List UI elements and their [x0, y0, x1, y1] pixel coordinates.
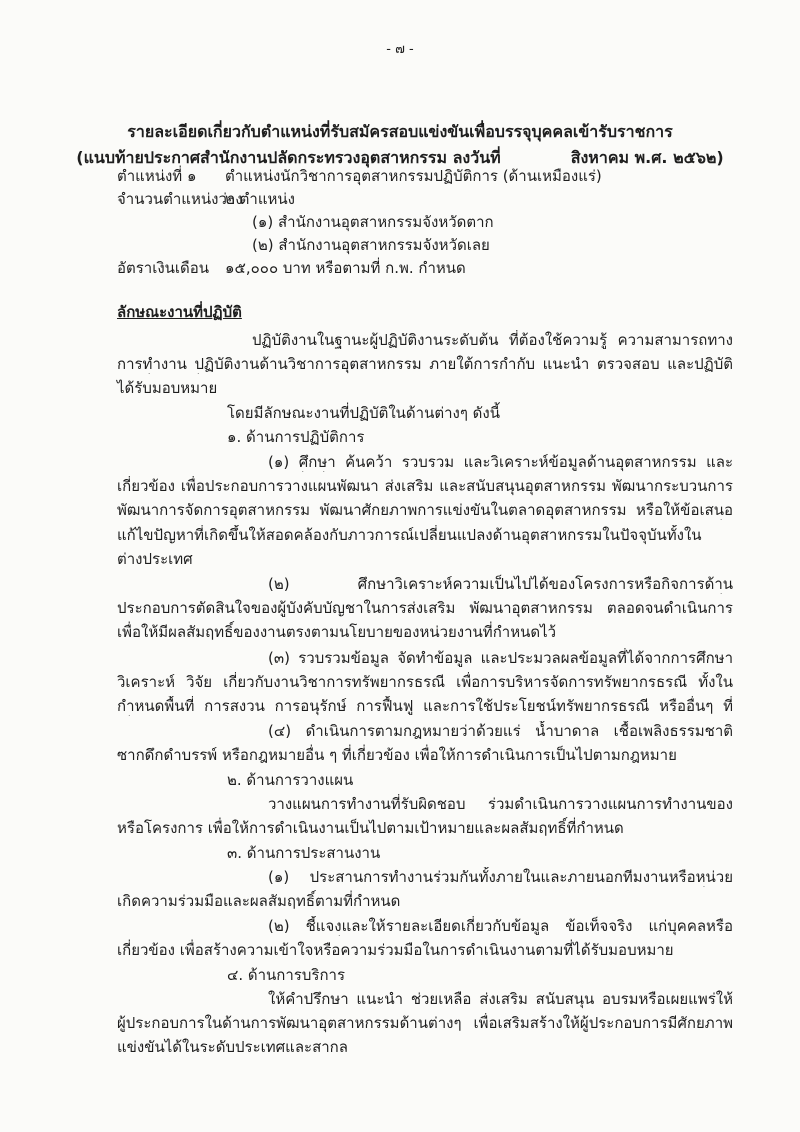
vacancy-label: จำนวนตำแหน่งว่าง — [117, 190, 243, 208]
location-item: (๒) สำนักงานอุตสาหกรรมจังหวัดเลย — [252, 236, 490, 254]
text-line: วิเคราะห์ วิจัย เกี่ยวกับงานวิชาการทรัพยากรธรณี เพื่อการบริหารจัดการทรัพยากรธรณี ทั้งใน — [117, 673, 733, 691]
vacancy-value: ๒ ตำแหน่ง — [225, 190, 295, 208]
subsection-heading: ๓. ด้านการประสานงาน — [227, 844, 381, 862]
text-line: เกี่ยวข้อง เพื่อประกอบการวางแผนพัฒนา ส่งเสริม และสนับสนุนอุตสาหกรรม พัฒนากระบวนการ — [117, 477, 733, 495]
text-line: การทำงาน ปฏิบัติงานด้านวิชาการอุตสาหกรรม ภายใต้การกำกับ แนะนำ ตรวจสอบ และปฏิบัติ — [117, 355, 733, 373]
document-subtitle — [0, 148, 800, 168]
text-line: โดยมีลักษณะงานที่ปฏิบัติในด้านต่างๆ ดังนี้ — [227, 404, 500, 422]
text-line: (๔) ดำเนินการตามกฎหมายว่าด้วยแร่ น้ำบาดาล เชื้อเพลิงธรรมชาติ — [268, 722, 733, 740]
text-line: (๒) ชี้แจงและให้รายละเอียดเกี่ยวกับข้อมูล ข้อเท็จจริง แก่บุคคลหรือ — [268, 917, 733, 935]
text-line: แข่งขันได้ในระดับประเทศและสากล — [117, 1038, 348, 1056]
salary-label: อัตราเงินเดือน — [117, 259, 210, 277]
text-line: (๓) รวบรวมข้อมูล จัดทำข้อมูล และประมวลผลข้อมูลที่ได้จากการศึกษา — [268, 649, 733, 667]
text-line: หรือโครงการ เพื่อให้การดำเนินงานเป็นไปตามเป้าหมายและผลสัมฤทธิ์ที่กำหนด — [117, 819, 624, 837]
position-value: ตำแหน่งนักวิชาการอุตสาหกรรมปฏิบัติการ (ด้านเหมืองแร่) — [225, 167, 602, 185]
position-label: ตำแหน่งที่ ๑ — [117, 167, 197, 185]
text-line: (๑) ศึกษา ค้นคว้า รวบรวม และวิเคราะห์ข้อมูลด้านอุตสาหกรรม และ — [268, 453, 733, 471]
text-line: แก้ไขปัญหาที่เกิดขึ้นให้สอดคล้องกับภาวการณ์เปลี่ยนแปลงด้านอุตสาหกรรมในปัจจุบันทั้งใน — [117, 526, 702, 544]
text-line: (๑) ประสานการทำงานร่วมกันทั้งภายในและภายนอกทีมงานหรือหน่วย — [268, 868, 733, 886]
subsection-heading: ๑. ด้านการปฏิบัติการ — [227, 428, 365, 446]
text-line: เพื่อให้มีผลสัมฤทธิ์ของงานตรงตามนโยบายของหน่วยงานที่กำหนดไว้ — [117, 623, 557, 641]
text-line: เกี่ยวข้อง เพื่อสร้างความเข้าใจหรือความร่วมมือในการดำเนินงานตามที่ได้รับมอบหมาย — [117, 941, 674, 959]
text-line: วางแผนการทำงานที่รับผิดชอบ ร่วมดำเนินการวางแผนการทำงานของ — [268, 795, 733, 813]
text-line: ต่างประเทศ — [117, 550, 193, 568]
text-line: กำหนดพื้นที่ การสงวน การอนุรักษ์ การฟื้นฟู และการใช้ประโยชน์ทรัพยากรธรณี หรืออื่นๆ ที่ — [117, 697, 733, 715]
text-line: ให้คำปรึกษา แนะนำ ช่วยเหลือ ส่งเสริม สนับสนุน อบรมหรือเผยแพร่ให้ — [268, 990, 733, 1008]
text-line: พัฒนาการจัดการอุตสาหกรรม พัฒนาศักยภาพการแข่งขันในตลาดอุตสาหกรรม หรือให้ข้อเสนอ — [117, 501, 733, 519]
text-line: ผู้ประกอบการในด้านการพัฒนาอุตสาหกรรมด้านต่างๆ เพื่อเสริมสร้างให้ผู้ประกอบการมีศักยภาพ — [117, 1014, 733, 1032]
text-line: ได้รับมอบหมาย — [117, 379, 218, 397]
subsection-heading: ๒. ด้านการวางแผน — [227, 771, 354, 789]
text-line: เกิดความร่วมมือและผลสัมฤทธิ์ตามที่กำหนด — [117, 892, 401, 910]
salary-value: ๑๕,๐๐๐ บาท หรือตามที่ ก.พ. กำหนด — [225, 259, 466, 277]
text-line: ซากดึกดำบรรพ์ หรือกฎหมายอื่น ๆ ที่เกี่ยวข้อง เพื่อให้การดำเนินการเป็นไปตามกฎหมาย — [117, 746, 677, 764]
section-heading: ลักษณะงานที่ปฏิบัติ — [117, 303, 242, 321]
text-line: ปฏิบัติงานในฐานะผู้ปฏิบัติงานระดับต้น ที่ต้องใช้ความรู้ ความสามารถทาง — [252, 331, 733, 349]
page-number: - ๗ - — [386, 42, 414, 57]
subtitle-part-2: สิงหาคม พ.ศ. ๒๕๖๒) — [570, 148, 724, 167]
location-item: (๑) สำนักงานอุตสาหกรรมจังหวัดตาก — [252, 213, 494, 231]
text-line: ประกอบการตัดสินใจของผู้บังคับบัญชาในการส่งเสริม พัฒนาอุตสาหกรรม ตลอดจนดำเนินการ — [117, 599, 733, 617]
document-title: รายละเอียดเกี่ยวกับตำแหน่งที่รับสมัครสอบแข่งขันเพื่อบรรจุบุคคลเข้ารับราชการ — [127, 122, 673, 141]
subtitle-part-1: (แนบท้ายประกาศสำนักงานปลัดกระทรวงอุตสาหกรรม ลงวันที่ — [76, 148, 501, 167]
text-line: (๒) ศึกษาวิเคราะห์ความเป็นไปได้ของโครงการหรือกิจการด้าน — [268, 575, 733, 593]
subsection-heading: ๔. ด้านการบริการ — [227, 966, 346, 984]
